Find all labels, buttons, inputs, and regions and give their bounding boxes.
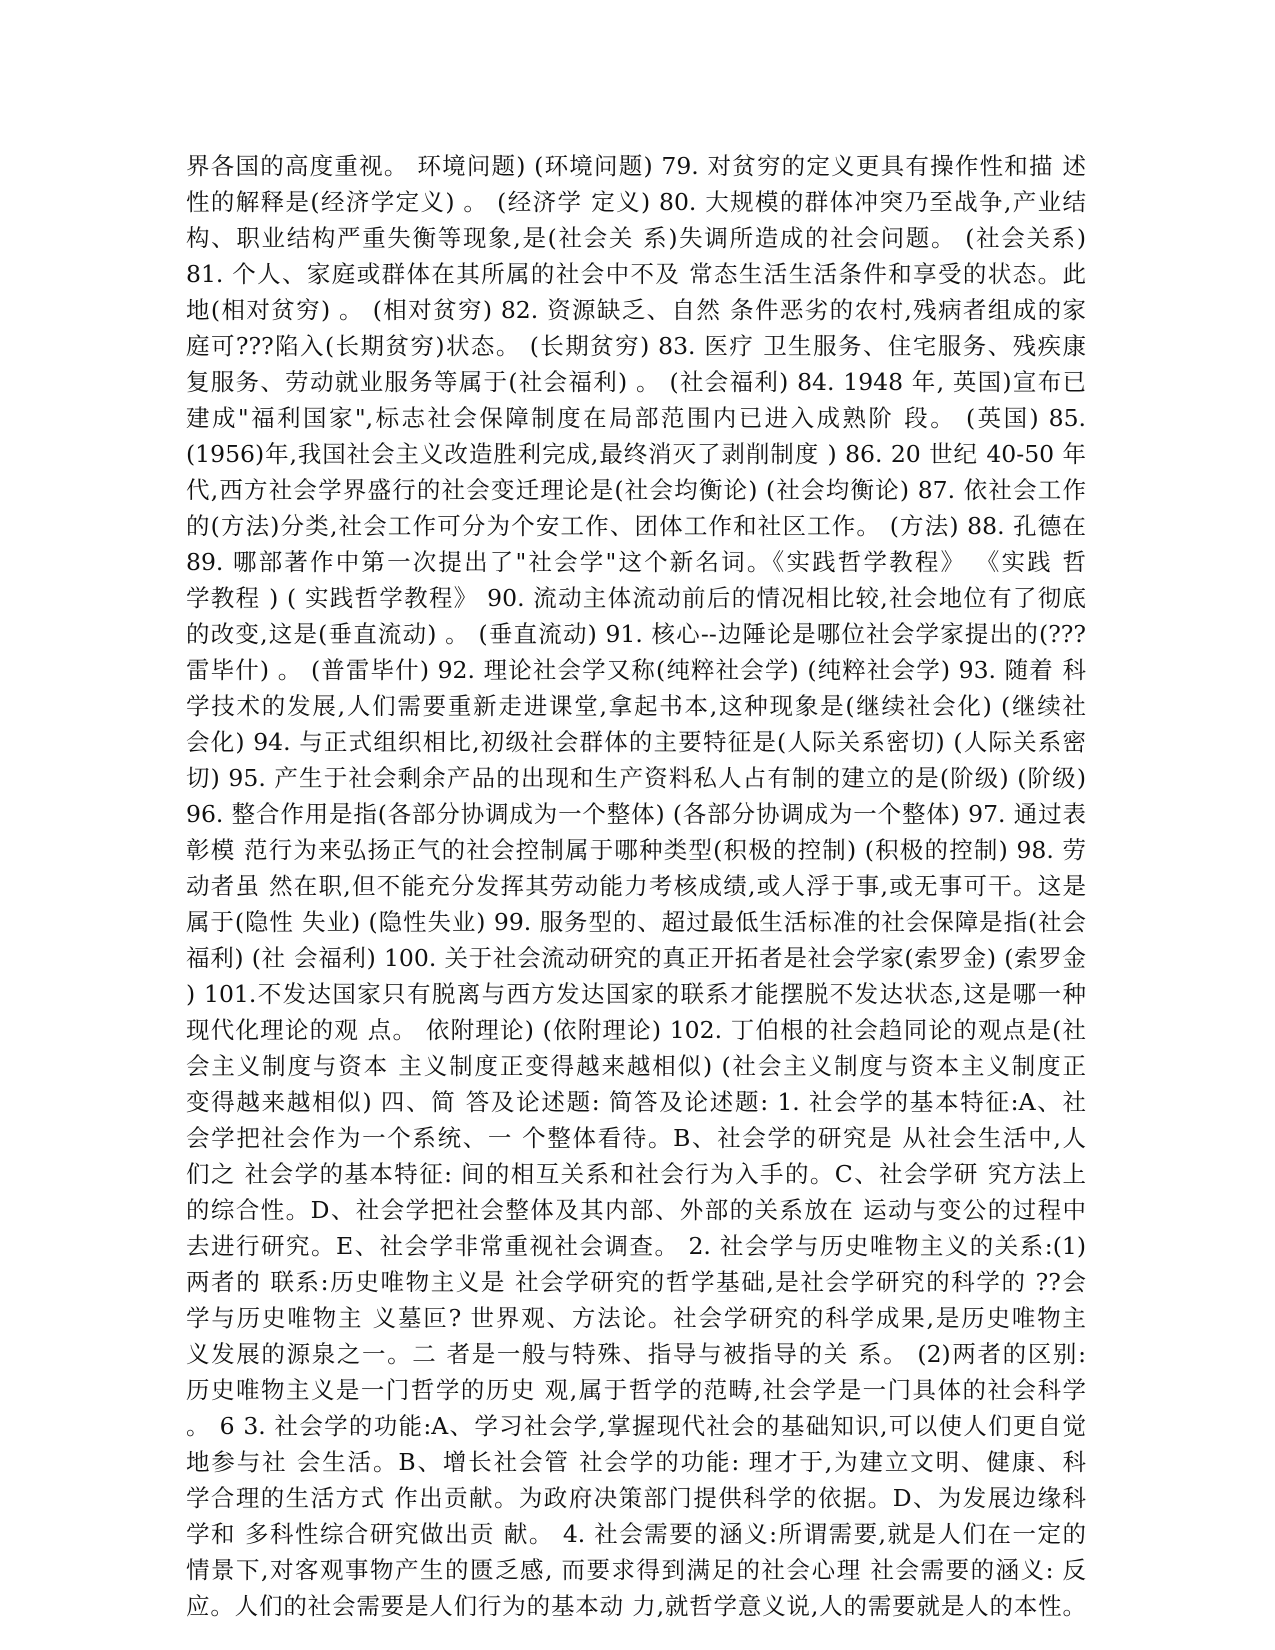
text-line: 地参与社 会生活。B、增长社会管 社会学的功能: 理才于,为建立文明、健康、科	[186, 1448, 1086, 1476]
text-line: 96. 整合作用是指(各部分协调成为一个整体) (各部分协调成为一个整体) 97. 通过表	[186, 800, 1086, 828]
text-line: 学和 多科性综合研究做出贡 献。 4. 社会需要的涵义:所谓需要,就是人们在一定的	[186, 1520, 1086, 1548]
text-line: ) 101.不发达国家只有脱离与西方发达国家的联系才能摆脱不发达状态,这是哪一种	[186, 980, 1086, 1008]
text-line: 学教程 ) ( 实践哲学教程》 90. 流动主体流动前后的情况相比较,社会地位有了彻底	[186, 584, 1086, 612]
text-line: 庭可???陷入(长期贫穷)状态。 (长期贫穷) 83. 医疗 卫生服务、住宅服务、残疾康	[186, 332, 1086, 360]
text-line: 应。人们的社会需要是人们行为的基本动 力,就哲学意义说,人的需要就是人的本性。	[186, 1592, 1086, 1620]
text-line: 。 6 3. 社会学的功能:A、学习社会学,掌握现代社会的基础知识,可以使人们更自觉	[186, 1412, 1086, 1440]
text-line: 彰模 范行为来弘扬正气的社会控制属于哪种类型(积极的控制) (积极的控制) 98. 劳	[186, 836, 1086, 864]
text-line: 会化) 94. 与正式组织相比,初级社会群体的主要特征是(人际关系密切) (人际关系密	[186, 728, 1086, 756]
text-line: 动者虽 然在职,但不能充分发挥其劳动能力考核成绩,或人浮于事,或无事可干。这是	[186, 872, 1086, 900]
text-line: 89. 哪部著作中第一次提出了"社会学"这个新名词。《实践哲学教程》 《实践 哲	[186, 548, 1086, 576]
text-line: 历史唯物主义是一门哲学的历史 观,属于哲学的范畴,社会学是一门具体的社会科学	[186, 1376, 1086, 1404]
text-line: 学与历史唯物主 义墓叵? 世界观、方法论。社会学研究的科学成果,是历史唯物主	[186, 1304, 1086, 1332]
text-line: 切) 95. 产生于社会剩余产品的出现和生产资料私人占有制的建立的是(阶级) (阶级)	[186, 764, 1086, 792]
body-text	[186, 148, 1086, 1624]
text-line: 属于(隐性 失业) (隐性失业) 99. 服务型的、超过最低生活标准的社会保障是指(社会	[186, 908, 1086, 936]
text-line: 81. 个人、家庭或群体在其所属的社会中不及 常态生活生活条件和享受的状态。此	[186, 260, 1086, 288]
text-line: 福利) (社 会福利) 100. 关于社会流动研究的真正开拓者是社会学家(索罗金) (索罗金	[186, 944, 1086, 972]
text-line: 的综合性。D、社会学把社会整体及其内部、外部的关系放在 运动与变公的过程中	[186, 1196, 1086, 1224]
text-line: 代,西方社会学界盛行的社会变迁理论是(社会均衡论) (社会均衡论) 87. 依社会工作	[186, 476, 1086, 504]
text-line: 两者的 联系:历史唯物主义是 社会学研究的哲学基础,是社会学研究的科学的 ??会	[186, 1268, 1086, 1296]
text-line: 构、职业结构严重失衡等现象,是(社会关 系)失调所造成的社会问题。 (社会关系)	[186, 224, 1086, 252]
text-line: 会学把社会作为一个系统、一 个整体看待。B、社会学的研究是 从社会生活中,人	[186, 1124, 1086, 1152]
text-line: 复服务、劳动就业服务等属于(社会福利) 。 (社会福利) 84. 1948 年, 英国)宣布已	[186, 368, 1086, 396]
text-line: (1956)年,我国社会主义改造胜利完成,最终消灭了剥削制度 ) 86. 20 世纪 40-50 年	[186, 440, 1086, 468]
text-line: 建成"福利国家",标志社会保障制度在局部范围内已进入成熟阶 段。 (英国) 85.	[186, 404, 1086, 432]
text-line: 雷毕什) 。 (普雷毕什) 92. 理论社会学又称(纯粹社会学) (纯粹社会学) 93. 随着 科	[186, 656, 1086, 684]
text-line: 学技术的发展,人们需要重新走进课堂,拿起书本,这种现象是(继续社会化) (继续社	[186, 692, 1086, 720]
text-line: 性的解释是(经济学定义) 。 (经济学 定义) 80. 大规模的群体冲突乃至战争,产业结	[186, 188, 1086, 216]
text-line: 变得越来越相似) 四、简 答及论述题: 简答及论述题: 1. 社会学的基本特征:A、社	[186, 1088, 1086, 1116]
text-line: 义发展的源泉之一。二 者是一般与特殊、指导与被指导的关 系。 (2)两者的区别:	[186, 1340, 1086, 1368]
text-line: 地(相对贫穷) 。 (相对贫穷) 82. 资源缺乏、自然 条件恶劣的农村,残病者组成的家	[186, 296, 1086, 324]
text-line: 学合理的生活方式 作出贡献。为政府决策部门提供科学的依据。D、为发展边缘科	[186, 1484, 1086, 1512]
text-line: 的(方法)分类,社会工作可分为个安工作、团体工作和社区工作。 (方法) 88. 孔德在	[186, 512, 1086, 540]
text-line: 界各国的高度重视。 环境问题) (环境问题) 79. 对贫穷的定义更具有操作性和描 述	[186, 152, 1086, 180]
text-line: 现代化理论的观 点。 依附理论) (依附理论) 102. 丁伯根的社会趋同论的观点是(社	[186, 1016, 1086, 1044]
text-line: 们之 社会学的基本特征: 间的相互关系和社会行为入手的。C、社会学研 究方法上	[186, 1160, 1086, 1188]
text-line: 会主义制度与资本 主义制度正变得越来越相似) (社会主义制度与资本主义制度正	[186, 1052, 1086, 1080]
text-line: 情景下,对客观事物产生的匮乏感, 而要求得到满足的社会心理 社会需要的涵义: 反	[186, 1556, 1086, 1584]
text-line: 去进行研究。E、社会学非常重视社会调查。 2. 社会学与历史唯物主义的关系:(1)	[186, 1232, 1086, 1260]
text-line: 的改变,这是(垂直流动) 。 (垂直流动) 91. 核心--边陲论是哪位社会学家提出的(???	[186, 620, 1086, 648]
